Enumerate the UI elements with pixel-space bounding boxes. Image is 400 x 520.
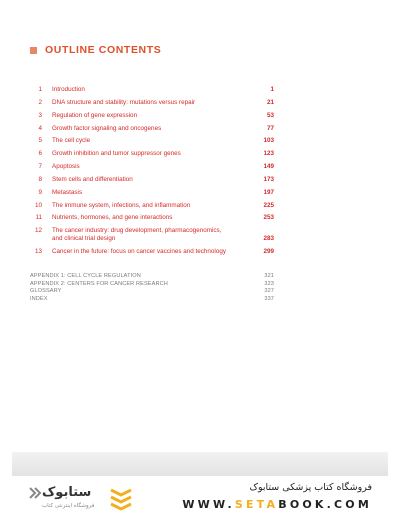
toc-entry-page: 173 xyxy=(263,175,274,183)
toc-entry-number: 13 xyxy=(34,248,42,256)
store-logo[interactable] xyxy=(28,484,128,516)
toc-entry-number: 12 xyxy=(34,227,42,235)
book-stack-icon xyxy=(110,486,132,512)
toc-entry-title: DNA structure and stability: mutations versus repair xyxy=(52,98,196,106)
toc-entry[interactable] xyxy=(30,214,274,222)
toc-entry-title: The cell cycle xyxy=(52,137,91,145)
toc-entry[interactable] xyxy=(30,189,274,197)
site-prefix: WWW. xyxy=(182,498,235,511)
toc-entry[interactable] xyxy=(30,248,274,256)
toc-entry-page: 21 xyxy=(266,98,274,106)
toc-entry[interactable] xyxy=(30,86,274,94)
toc-entry[interactable] xyxy=(30,150,274,158)
toc-entry-title: Introduction xyxy=(52,86,85,93)
table-of-contents xyxy=(30,86,274,261)
logo-brand-text: ستابوک xyxy=(42,485,92,500)
appendix-entry[interactable] xyxy=(30,288,274,296)
toc-entry-page: 299 xyxy=(263,248,274,256)
appendix-entry-page: 337 xyxy=(264,295,274,302)
toc-entry-number: 4 xyxy=(38,124,42,132)
site-highlight: SETA xyxy=(234,498,279,511)
appendix-entry-title: APPENDIX 2: CENTERS FOR CANCER RESEARCH xyxy=(30,280,168,287)
toc-entry-page: 53 xyxy=(266,111,274,119)
toc-entry-title: Regulation of gene expression xyxy=(52,111,138,119)
toc-entry-page: 103 xyxy=(263,137,274,145)
toc-entry-title: Growth factor signaling and oncogenes xyxy=(52,124,162,132)
appendix-entry[interactable] xyxy=(30,281,274,289)
appendix-entry[interactable] xyxy=(30,296,274,304)
chevron-logo-icon xyxy=(28,486,42,500)
heading-square-icon xyxy=(30,47,37,54)
toc-entry-number: 9 xyxy=(38,188,42,196)
toc-entry[interactable] xyxy=(30,125,274,133)
heading-title: OUTLINE CONTENTS xyxy=(45,44,162,56)
page-shadow xyxy=(12,452,388,476)
toc-entry-number: 11 xyxy=(35,214,42,222)
site-suffix: BOOK.COM xyxy=(278,498,372,511)
toc-entry-number: 8 xyxy=(38,175,42,183)
toc-entry[interactable] xyxy=(30,99,274,107)
toc-entry-number: 2 xyxy=(38,98,42,106)
toc-entry-number: 3 xyxy=(38,111,42,119)
store-name: فروشگاه کتاب پزشکی ستابوک xyxy=(249,482,372,493)
appendix-entry-title: APPENDIX 1: CELL CYCLE REGULATION xyxy=(30,273,141,279)
toc-entry[interactable] xyxy=(30,202,274,210)
toc-entry-page: 197 xyxy=(263,188,274,196)
toc-entry-page: 149 xyxy=(263,163,274,171)
toc-entry-title: Apoptosis xyxy=(52,163,80,171)
toc-entry[interactable] xyxy=(30,227,274,243)
toc-entry-title: Stem cells and differentiation xyxy=(52,175,133,183)
toc-entry-page: 1 xyxy=(270,86,274,93)
toc-entry-title: Growth inhibition and tumor suppressor genes xyxy=(52,150,181,158)
toc-entry-number: 6 xyxy=(38,150,42,158)
appendix-entry-title: INDEX xyxy=(30,295,48,302)
toc-entry-page: 225 xyxy=(263,201,274,209)
logo-tagline: فروشگاه اینترنتی کتاب xyxy=(42,503,95,509)
section-heading xyxy=(30,44,161,56)
appendix-entry-page: 323 xyxy=(264,280,274,287)
appendix-list xyxy=(30,273,274,303)
appendix-entry-page: 327 xyxy=(264,288,274,295)
toc-entry-number: 7 xyxy=(38,163,42,171)
toc-entry-number: 1 xyxy=(38,86,42,93)
appendix-entry-title: GLOSSARY xyxy=(30,288,62,295)
toc-entry-title: Metastasis xyxy=(52,188,83,196)
toc-entry[interactable] xyxy=(30,112,274,120)
toc-entry-page: 283 xyxy=(263,235,274,243)
toc-entry-number: 10 xyxy=(34,201,42,209)
toc-entry-page: 77 xyxy=(266,124,274,132)
toc-entry-title: Cancer in the future: focus on cancer vaccines and technology xyxy=(52,248,226,256)
toc-entry-title: The cancer industry: drug development, pharmacogenomics, and clinical trial design xyxy=(52,227,222,243)
toc-entry-number: 5 xyxy=(38,137,42,145)
toc-entry-title: The immune system, infections, and inflammation xyxy=(52,201,191,209)
website-url[interactable] xyxy=(182,498,372,511)
toc-entry-title: Nutrients, hormones, and gene interactions xyxy=(52,214,173,222)
toc-entry-page: 253 xyxy=(263,214,274,222)
appendix-entry-page: 321 xyxy=(264,273,274,279)
toc-entry[interactable] xyxy=(30,163,274,171)
footer-banner xyxy=(0,476,400,520)
toc-entry[interactable] xyxy=(30,137,274,145)
toc-entry[interactable] xyxy=(30,176,274,184)
appendix-entry[interactable] xyxy=(30,273,274,281)
toc-entry-page: 123 xyxy=(263,150,274,158)
